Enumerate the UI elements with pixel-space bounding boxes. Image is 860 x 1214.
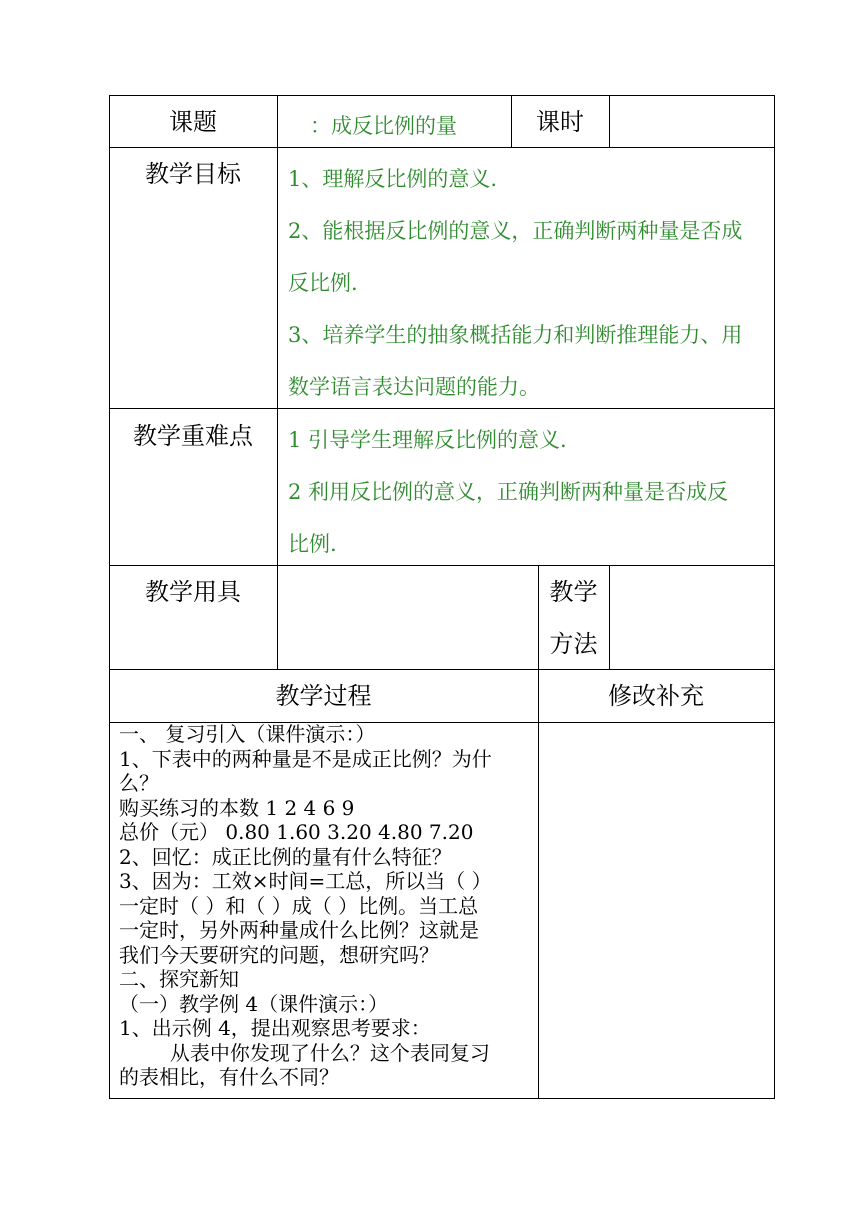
table-border-bottom	[109, 1098, 775, 1099]
process-line: 总价（元） 0.80 1.60 3.20 4.80 7.20	[119, 820, 474, 844]
process-line: 从表中你发现了什么？这个表同复习	[119, 1040, 490, 1065]
table-border-right	[774, 95, 775, 1099]
process-line: 1、出示例 4，提出观察思考要求：	[119, 1016, 431, 1040]
process-line: 一、 复习引入（课件演示：）	[119, 722, 376, 746]
key-point-line: 1 引导学生理解反比例的意义.	[288, 428, 567, 452]
key-point-line: 比例.	[288, 532, 337, 556]
table-border-top	[109, 95, 775, 96]
process-header-label: 教学过程	[275, 682, 372, 710]
process-line: 么？	[119, 771, 159, 795]
process-line: 一定时，另外两种量成什么比例？这就是	[119, 918, 479, 942]
row-divider-2	[109, 408, 775, 409]
process-line: 3、因为：工效×时间=工总，所以当（ ）	[119, 869, 492, 893]
method-label-line-1: 教学	[549, 578, 598, 606]
method-label-line-2: 方法	[549, 630, 598, 658]
objective-line: 3、培养学生的抽象概括能力和判断推理能力、用	[288, 323, 743, 347]
row-divider-3	[109, 565, 775, 566]
objective-line: 数学语言表达问题的能力。	[288, 375, 540, 399]
topic-value: ：成反比例的量	[310, 114, 457, 138]
label-column-divider	[277, 95, 278, 670]
process-line: 二、探究新知	[119, 967, 239, 991]
hours-label: 课时	[536, 108, 584, 136]
objectives-label: 教学目标	[145, 160, 241, 188]
process-line: 购买练习的本数 1 2 4 6 9	[119, 795, 355, 820]
objective-line: 反比例.	[288, 271, 358, 295]
row-divider-1	[109, 147, 775, 148]
process-line: 1、下表中的两种量是不是成正比例？为什	[119, 746, 492, 771]
topic-label: 课题	[169, 108, 217, 136]
objective-line: 2、能根据反比例的意义，正确判断两种量是否成	[288, 219, 743, 243]
objective-line: 1、理解反比例的意义.	[288, 167, 498, 191]
hours-value-divider	[609, 95, 610, 148]
tools-label: 教学用具	[145, 578, 241, 606]
row-divider-4	[109, 669, 775, 670]
revise-header-label: 修改补充	[608, 682, 704, 710]
key-point-line: 2 利用反比例的意义，正确判断两种量是否成反	[288, 480, 729, 504]
process-line: 的表相比，有什么不同？	[119, 1065, 339, 1089]
process-content	[119, 722, 537, 1090]
key-points-label: 教学重难点	[133, 422, 253, 450]
process-line: 我们今天要研究的问题，想研究吗？	[119, 942, 439, 967]
method-value-divider	[609, 565, 610, 670]
process-line: 2、回忆：成正比例的量有什么特征？	[119, 844, 452, 869]
process-line: 一定时（ ）和（ ）成（ ）比例。当工总	[119, 893, 479, 918]
process-line: （一）教学例 4（课件演示：）	[119, 991, 389, 1016]
